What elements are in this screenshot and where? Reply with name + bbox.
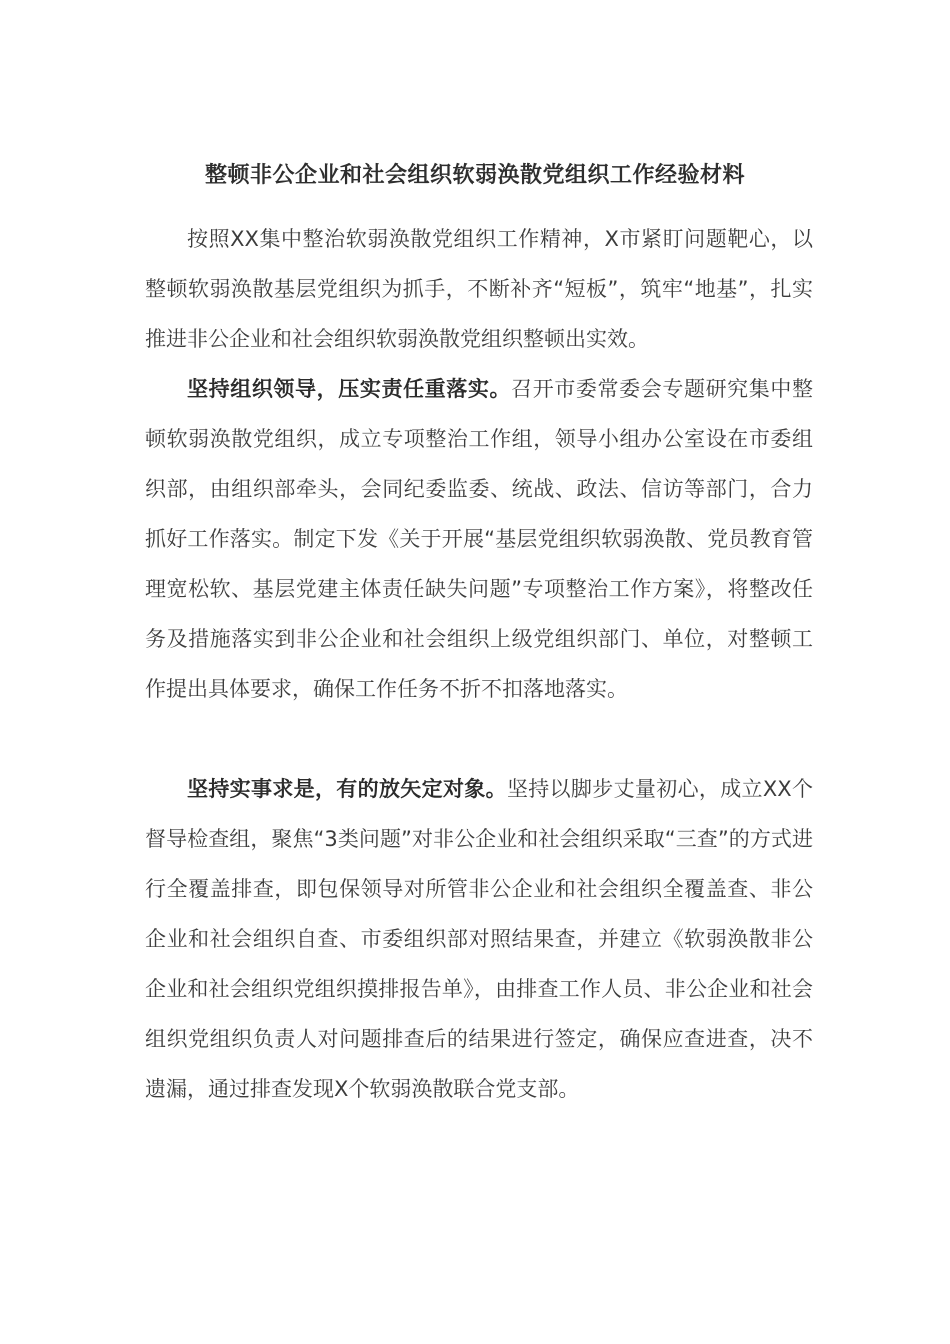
paragraph-body-text: 召开市委常委会专题研究集中整顿软弱涣散党组织，成立专项整治工作组，领导小组办公室设在市委组织部，由组织部牵头，会同纪委监委、统战、政法、信访等部门，合力抓好工作落实。制定下发《关于开展“基层党组织软弱涣散、党员教育管理宽松软、基层党建主体责任缺失问题”专项整治工作方案》，将整改任务及措施落实到非公企业和社会组织上级党组织部门、单位，对整顿工作提出具体要求，确保工作任务不折不扣落地落实。 [145,377,814,701]
paragraph-seek-truth [145,764,813,1114]
paragraph-lead-heading: 坚持实事求是，有的放矢定对象。 [187,777,507,801]
paragraph-intro-text: 按照XX集中整治软弱涣散党组织工作精神，X市紧盯问题靶心，以整顿软弱涣散基层党组织为抓手，不断补齐“短板”，筑牢“地基”，扎实推进非公企业和社会组织软弱涣散党组织整顿出实效。 [145,227,813,351]
paragraph-body-text: 坚持以脚步丈量初心，成立XX个督导检查组，聚焦“3类问题”对非公企业和社会组织采取“三查”的方式进行全覆盖排查，即包保领导对所管非公企业和社会组织全覆盖查、非公企业和社会组织自查、市委组织部对照结果查，并建立《软弱涣散非公企业和社会组织党组织摸排报告单》，由排查工作人员、非公企业和社会组织党组织负责人对问题排查后的结果进行签定，确保应查进查，决不遗漏，通过排查发现X个软弱涣散联合党支部。 [145,777,813,1101]
paragraph-lead-heading: 坚持组织领导，压实责任重落实。 [187,377,512,401]
paragraph-intro [145,214,813,364]
paragraph-organization-leadership-body [145,364,813,714]
paragraph-organization-leadership [145,364,813,714]
document-title: 整顿非公企业和社会组织软弱涣散党组织工作经验材料 [204,163,745,188]
paragraph-seek-truth-body [145,764,813,1114]
